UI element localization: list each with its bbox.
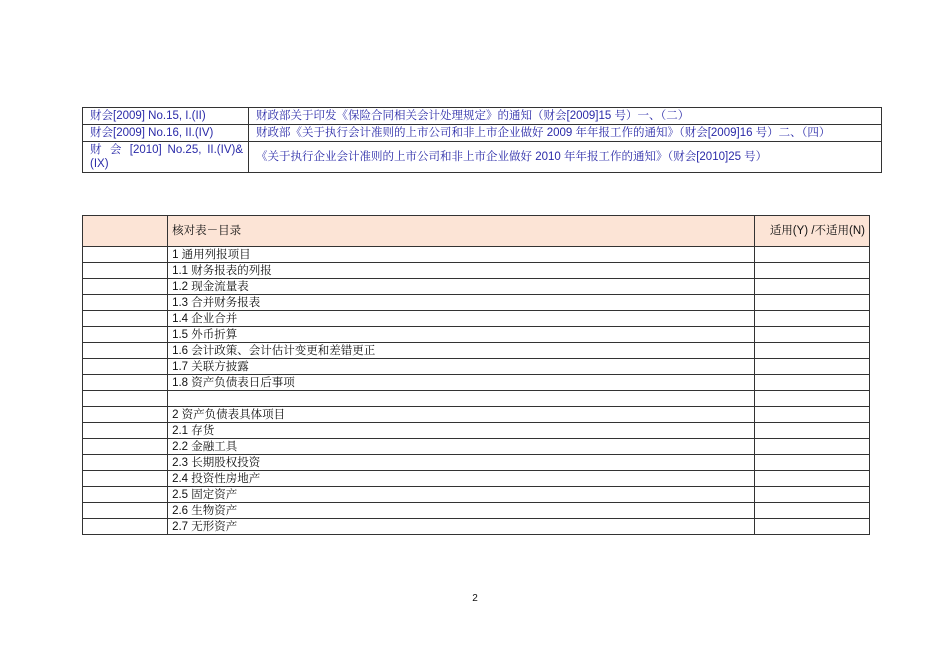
checklist-item: 2.7 无形资产: [168, 519, 755, 535]
checklist-row: [83, 407, 870, 423]
applicable-cell[interactable]: [754, 263, 869, 279]
checklist-item: 1.2 现金流量表: [168, 279, 755, 295]
checklist-row: [83, 487, 870, 503]
header-blank-cell: [83, 216, 168, 247]
applicable-cell[interactable]: [754, 407, 869, 423]
applicable-cell[interactable]: [754, 455, 869, 471]
checklist-item: 1.6 会计政策、会计估计变更和差错更正: [168, 343, 755, 359]
checklist-title: 核对表－目录: [168, 216, 755, 247]
applicable-cell[interactable]: [754, 247, 869, 263]
applicable-cell[interactable]: [754, 327, 869, 343]
row-blank-cell: [83, 423, 168, 439]
row-blank-cell: [83, 503, 168, 519]
checklist-item: 2.4 投资性房地产: [168, 471, 755, 487]
applicable-cell[interactable]: [754, 439, 869, 455]
row-blank-cell: [83, 263, 168, 279]
checklist-item: [168, 391, 755, 407]
checklist-row: [83, 439, 870, 455]
checklist-row: [83, 455, 870, 471]
checklist-row: [83, 423, 870, 439]
reference-table: [82, 107, 882, 173]
applicable-cell[interactable]: [754, 375, 869, 391]
checklist-row: [83, 375, 870, 391]
applicable-cell[interactable]: [754, 519, 869, 535]
row-blank-cell: [83, 407, 168, 423]
reference-title: 财政部关于印发《保险合同相关会计处理规定》的通知（财会[2009]15 号）一、（二）: [249, 108, 882, 125]
applicable-cell[interactable]: [754, 343, 869, 359]
reference-row: [83, 108, 882, 125]
row-blank-cell: [83, 519, 168, 535]
checklist-row: [83, 343, 870, 359]
checklist-item: 2 资产负债表具体项目: [168, 407, 755, 423]
checklist-item: 2.2 金融工具: [168, 439, 755, 455]
applicable-cell[interactable]: [754, 359, 869, 375]
checklist-item: 1 通用列报项目: [168, 247, 755, 263]
reference-row: [83, 142, 882, 173]
checklist-header-row: [83, 216, 870, 247]
checklist-row: [83, 295, 870, 311]
applicable-cell[interactable]: [754, 423, 869, 439]
checklist-item: 1.1 财务报表的列报: [168, 263, 755, 279]
checklist-item: 2.3 长期股权投资: [168, 455, 755, 471]
applicable-cell[interactable]: [754, 311, 869, 327]
applicable-cell[interactable]: [754, 487, 869, 503]
checklist-row: [83, 279, 870, 295]
checklist-item: 2.6 生物资产: [168, 503, 755, 519]
row-blank-cell: [83, 279, 168, 295]
page-number: 2: [472, 593, 478, 604]
applicable-cell[interactable]: [754, 503, 869, 519]
row-blank-cell: [83, 247, 168, 263]
reference-code: 财会[2009] No.15, I.(II): [83, 108, 249, 125]
applicable-column-header: 适用(Y) /不适用(N): [754, 216, 869, 247]
checklist-table: [82, 215, 870, 535]
checklist-item: 2.1 存货: [168, 423, 755, 439]
checklist-item: 1.4 企业合并: [168, 311, 755, 327]
reference-title: 财政部《关于执行会计准则的上市公司和非上市企业做好 2009 年年报工作的通知》（财会[2009]16 号）二、（四）: [249, 125, 882, 142]
checklist-row: [83, 519, 870, 535]
checklist-row: [83, 247, 870, 263]
row-blank-cell: [83, 343, 168, 359]
applicable-cell[interactable]: [754, 391, 869, 407]
reference-code: 财 会 [2010] No.25, II.(IV)&(IX): [83, 142, 249, 173]
reference-row: [83, 125, 882, 142]
checklist-item: 1.3 合并财务报表: [168, 295, 755, 311]
row-blank-cell: [83, 439, 168, 455]
row-blank-cell: [83, 391, 168, 407]
checklist-row: [83, 263, 870, 279]
applicable-cell[interactable]: [754, 295, 869, 311]
checklist-row: [83, 359, 870, 375]
checklist-row: [83, 503, 870, 519]
checklist-row: [83, 471, 870, 487]
checklist-row: [83, 391, 870, 407]
checklist-item: 2.5 固定资产: [168, 487, 755, 503]
row-blank-cell: [83, 471, 168, 487]
row-blank-cell: [83, 359, 168, 375]
row-blank-cell: [83, 455, 168, 471]
checklist-row: [83, 327, 870, 343]
row-blank-cell: [83, 295, 168, 311]
applicable-cell[interactable]: [754, 471, 869, 487]
applicable-cell[interactable]: [754, 279, 869, 295]
checklist-item: 1.8 资产负债表日后事项: [168, 375, 755, 391]
row-blank-cell: [83, 487, 168, 503]
reference-title: 《关于执行企业会计准则的上市公司和非上市企业做好 2010 年年报工作的通知》（财会[2010]25 号）: [249, 142, 882, 173]
reference-code: 财会[2009] No.16, II.(IV): [83, 125, 249, 142]
checklist-row: [83, 311, 870, 327]
checklist-item: 1.5 外币折算: [168, 327, 755, 343]
row-blank-cell: [83, 311, 168, 327]
row-blank-cell: [83, 327, 168, 343]
row-blank-cell: [83, 375, 168, 391]
checklist-item: 1.7 关联方披露: [168, 359, 755, 375]
